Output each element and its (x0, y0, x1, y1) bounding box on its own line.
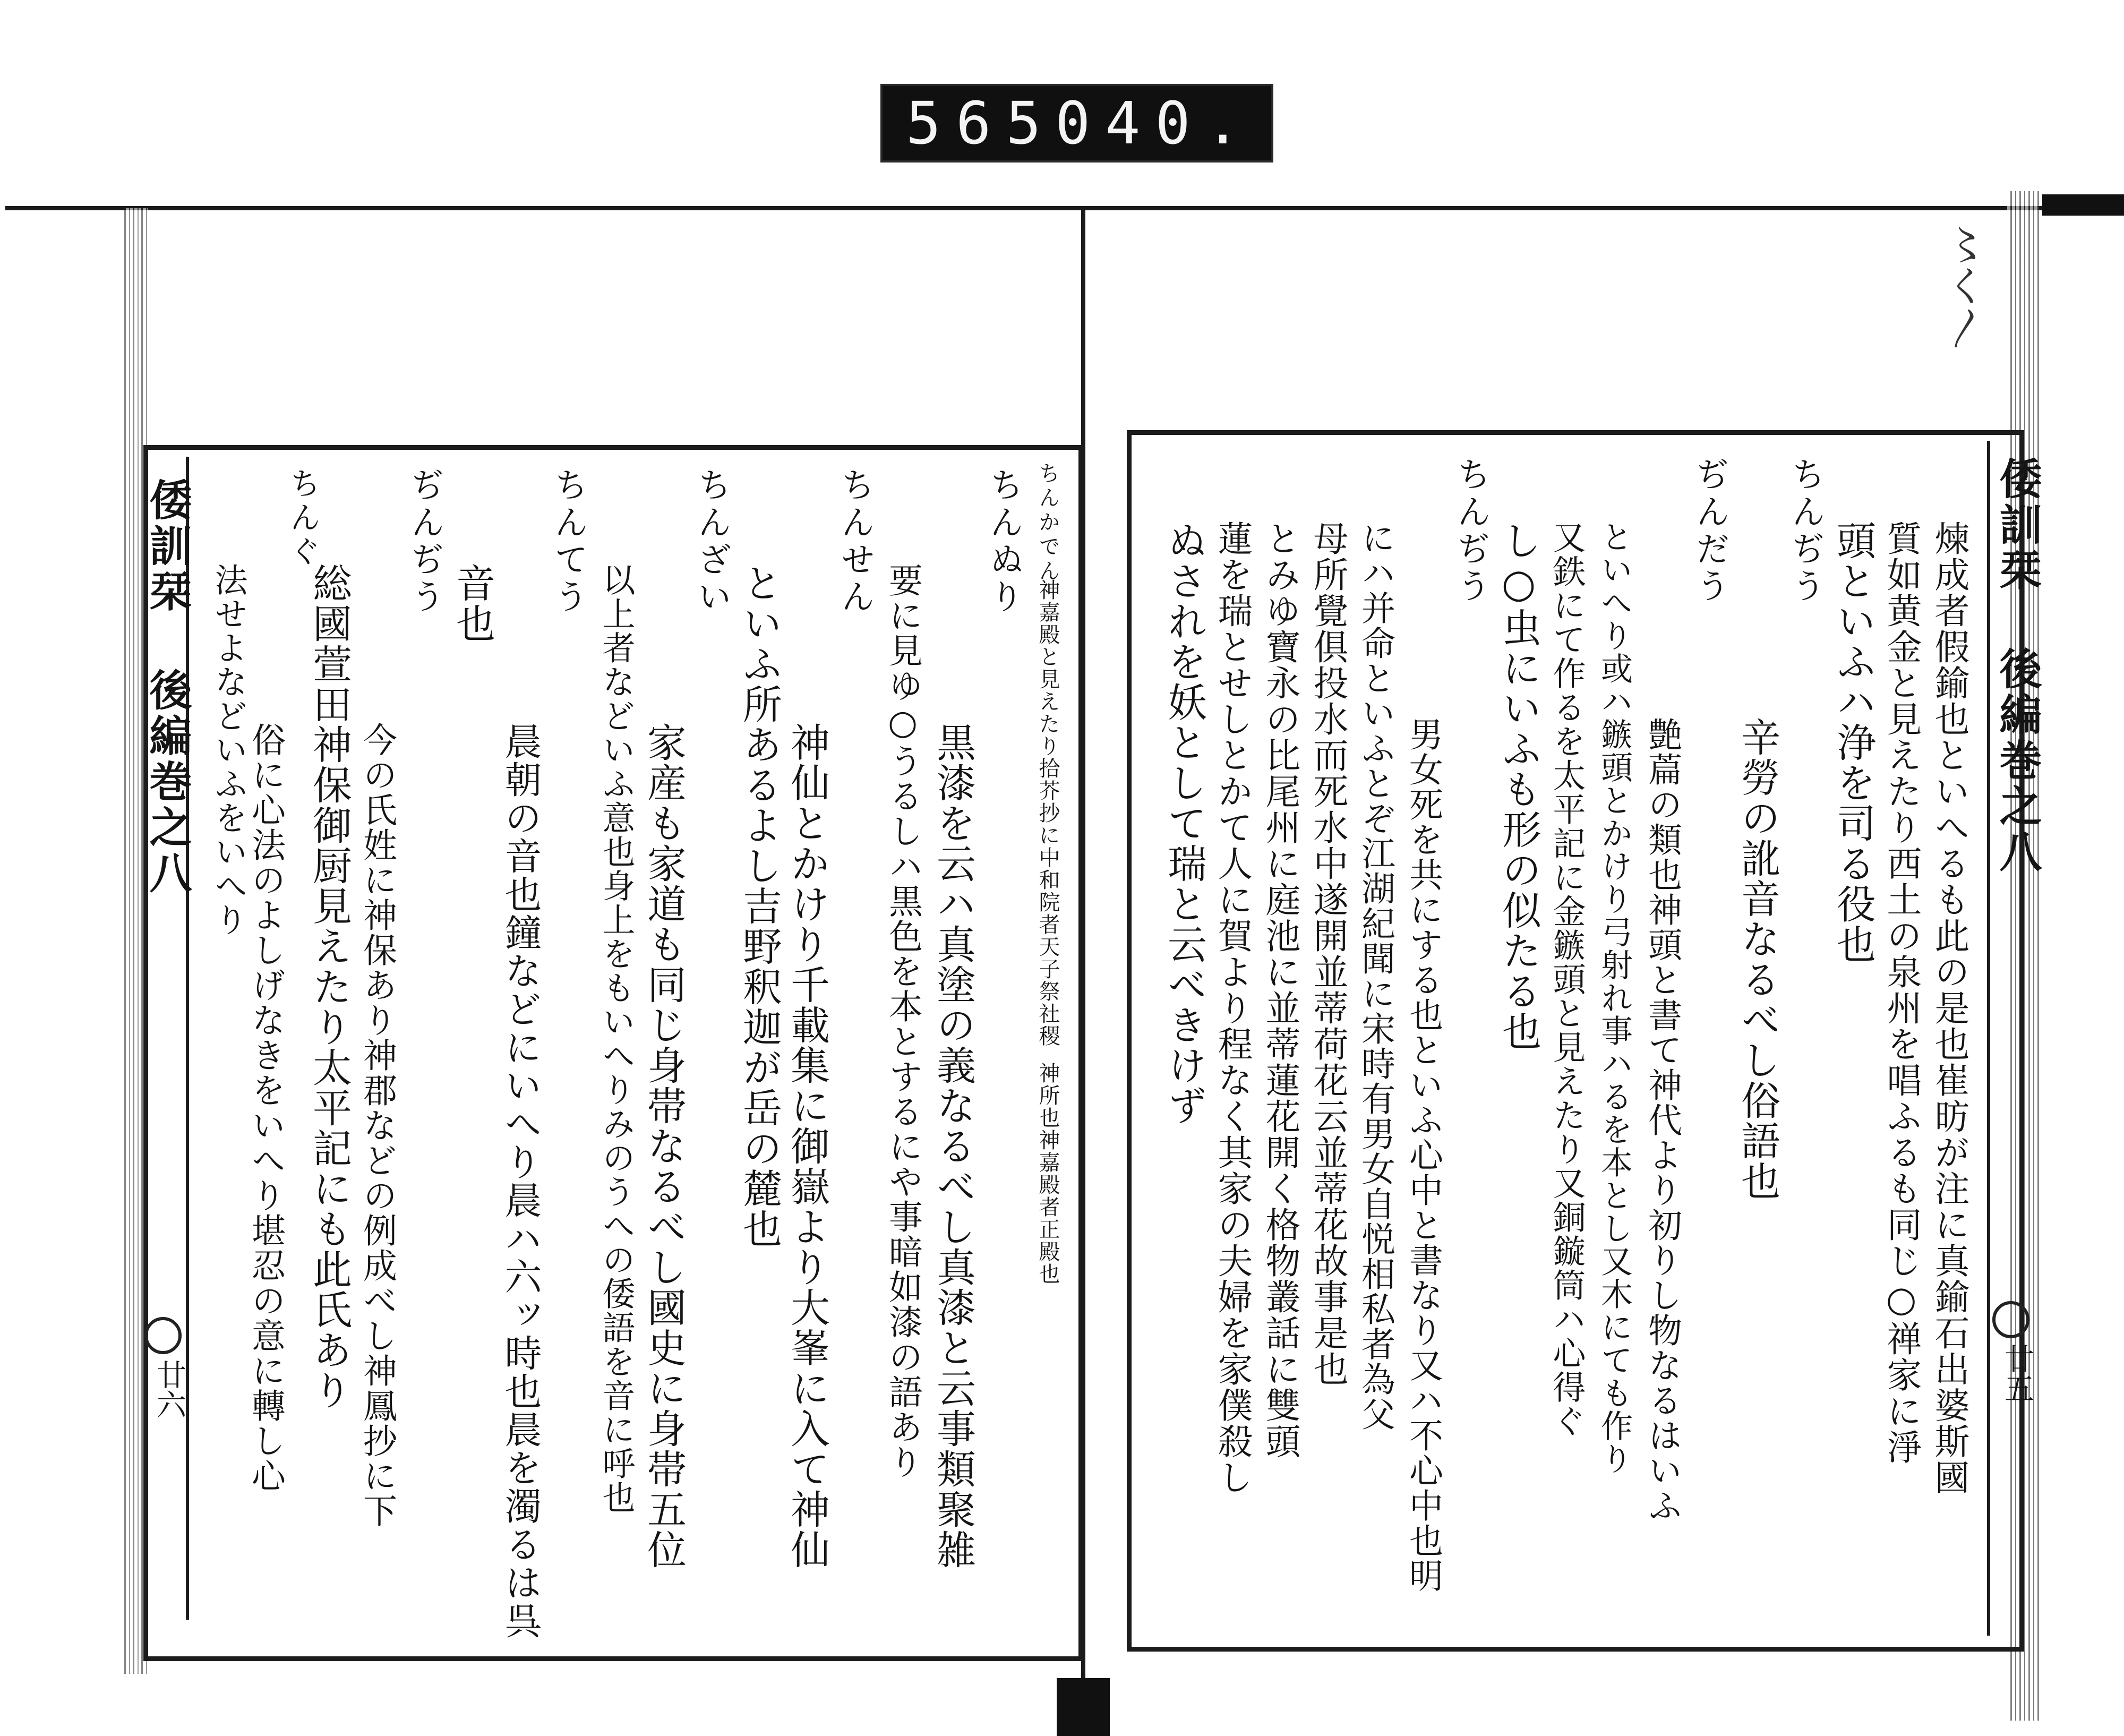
left-page-folio: 廿六 (152, 1359, 186, 1419)
right-col-16: 蓮を瑞とせしとかて人に賀より程なく其家の夫婦を家僕殺し (1212, 520, 1253, 1495)
film-label-right: 040. (1055, 89, 1255, 157)
left-col-8: 家産も家道も同じ身帯なるべし國史に身帯五位 (641, 722, 687, 1570)
left-col-5: 神仙とかけり千載集に御嶽より大峯に入て神仙 (784, 722, 830, 1570)
film-label (880, 84, 1273, 163)
right-col-6: ぢんだう (1690, 457, 1729, 605)
right-page-running-title: 倭訓栞 後編巻之八 (1992, 457, 2042, 875)
left-col-16: ちんぐ (285, 467, 321, 569)
right-col-13: にハ并命といふとぞ江湖紀聞に宋時有男女自悦相私者為父 (1356, 520, 1395, 1432)
left-col-21: 神所也神嘉殿者正殿也 (1035, 1062, 1060, 1285)
left-col-12: 音也 (450, 563, 495, 644)
right-page-folio-mark (1992, 1301, 2029, 1338)
right-col-15: とみゆ寶永の比尾州に庭池に並蒂蓮花開く格物叢話に雙頭 (1260, 520, 1300, 1459)
spine-clip (1057, 1678, 1110, 1736)
right-col-1: 煉成者假鍮也といへるも此の是也崔昉が注に真鍮石出婆斯國 (1929, 520, 1969, 1495)
right-col-10: し○虫にいふも形の似たる也 (1496, 520, 1541, 1051)
left-col-15: 総國萱田神保御厨見えたり太平記にも此氏あり (306, 563, 352, 1410)
left-col-18: 法せよなどいふをいへり (209, 563, 248, 937)
left-col-20: 神嘉殿と見えたり拾芥抄に中和院者天子祭社稷 (1035, 579, 1060, 1047)
left-col-10: ちんてう (549, 467, 588, 616)
right-col-4: ちんぢう (1786, 457, 1825, 605)
right-col-14: 母所覺俱投水而死水中遂開並蒂荷花云並蒂花故事是也 (1307, 520, 1348, 1387)
top-rule (5, 206, 2055, 210)
right-col-2: 質如黄金と見えたり西土の泉州を唱ふるも同じ○禅家に淨 (1881, 520, 1922, 1465)
left-col-9: 以上者などいふ意也身上をもいへりみのうへの倭語を音に呼也 (597, 563, 636, 1515)
right-col-9: 又鉄にて作るを太平記に金鏃頭と見えたり又銅鏇筒ハ心得ぐ (1547, 520, 1586, 1438)
right-col-11: ちんぢう (1451, 457, 1491, 605)
left-col-1: ちんぬり (984, 467, 1023, 616)
left-col-3: 要に見ゆ○うるしハ黒色を本とするにや事暗如漆の語あり (883, 563, 922, 1480)
margin-scribble: 〻く〳 (1939, 223, 1986, 347)
right-col-8: といへり或ハ鏃頭とかけり弓射れ事ハるを本とし又木にても作り (1596, 520, 1633, 1475)
right-col-3: 頭といふハ浄を司る役也 (1830, 520, 1876, 964)
right-col-12: 男女死を共にする也といふ心中と書なり又ハ不心中也明 (1403, 717, 1443, 1593)
left-page-folio-mark (144, 1317, 182, 1354)
right-col-5: 辛勞の訛音なるべし俗語也 (1735, 717, 1780, 1201)
right-binding-tab (2042, 194, 2124, 216)
right-col-7: 艶萹の類也神頭と書て神代より初りし物なるはいふ (1642, 717, 1682, 1523)
left-col-19: ちんかでん (1035, 462, 1060, 584)
left-col-13: ぢんぢう (405, 467, 444, 616)
film-label-left: 565 (906, 89, 1056, 157)
left-page-running-title: 倭訓栞 後編巻之八 (142, 478, 192, 896)
left-col-17: 俗に心法のよしげなきをいへり堪忍の意に轉し心 (246, 722, 285, 1493)
right-col-17: ぬされを妖として瑞と云べきけず (1161, 520, 1207, 1126)
right-page-folio: 廿五 (2000, 1344, 2034, 1403)
left-col-14: 今の氏姓に神保あり神郡などの例成べし神鳳抄に下 (357, 722, 397, 1528)
left-col-4: ちんせん (835, 467, 875, 616)
left-col-2: 黒漆を云ハ真塗の義なるべし真漆と云事類聚雑 (930, 722, 976, 1570)
left-col-11: 晨朝の音也鐘などにいへり晨ハ六ッ時也晨を濁るは呉 (499, 722, 542, 1640)
left-col-7: ちんざい (692, 467, 731, 616)
left-col-6: といふ所あるよし吉野釈迦が岳の麓也 (736, 563, 782, 1249)
